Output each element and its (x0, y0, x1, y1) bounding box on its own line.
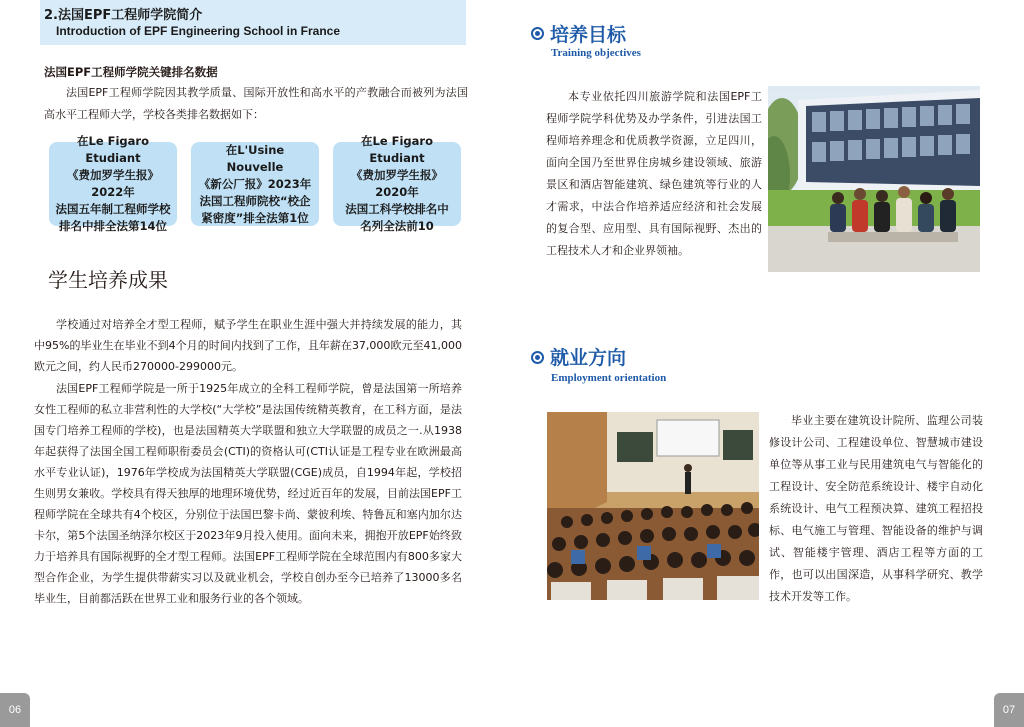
section-title-outcomes: 学生培养成果 (48, 268, 168, 292)
outcomes-paragraph-2: 法国EPF工程师学院是一所于1925年成立的全科工程师学院，曾是法国第一所培养女性工程师的私立非营利性的大学校(“大学校”是法国传统精英教育，在工科方面，是法国专门培养工程师的学校)，也是法国精英大学联盟和独立大学联盟的成员之一.从1938年起获得了法国全国工程师职衔委员会(CTI)的资格认可(CTI认证是工程专业在欧洲最高水平专业认证)，1976年学校成为法国精英大学联盟(CGE)成员，自1994年起，学校招生则男女兼收。学校具有得天独厚的地理环境优势，经过近百年的发展，目前法国EPF工程师学院在全球共有4个校区，分别位于法国巴黎卡尚、蒙彼利埃、特鲁瓦和塞内加尔达卡尔，第5个法国圣纳泽尔校区于2023年9月投入使用。面向未来，拥抱开放EPF始终致力于培养具有国际视野的全才型工程师。法国EPF工程师学院在全球范围内有800多家大型合作企业，为学生提供带薪实习以及就业机会，学校自创办至今已培养了13000多名毕业生，目前都活跃在世界工业和服务行业的各个领域。 (34, 382, 462, 605)
campus-photo (768, 86, 980, 272)
objectives-subtitle: Training objectives (551, 47, 641, 59)
objectives-text: 本专业依托四川旅游学院和法国EPF工程师学院学科优势及办学条件，引进法国工程师培养理念和优质教学资源，立足四川，面向全国乃至世界住房城乡建设领域、旅游景区和酒店智能建筑、绿色建筑等行业的人才需求，中法合作培养适应经济和社会发展的复合型、应用型、具有国际视野、杰出的工程技术人才和企业界领袖。 (546, 90, 762, 257)
right-page (512, 0, 1024, 727)
section-header-subtitle: Introduction of EPF Engineering School in France (56, 24, 341, 38)
ranking-box-usine-2023: 在L'Usine Nouvelle 《新公厂报》2023年 法国工程师院校“校企 紧密度”排全法第1位 (191, 142, 319, 226)
employment-text: 毕业主要在建筑设计院所、监理公司装修设计公司、工程建设单位、智慧城市建设单位等从事工业与民用建筑电气与智能化的工程设计、安全防范系统设计、楼宇自动化系统设计、电气工程预决算、建筑工程招投标、电气施工与管理、智能设备的维护与调试、智能楼宇管理、酒店工程等方面的工作，也可以出国深造，从事科学研究、教学技术开发等工作。 (769, 414, 983, 603)
bullet-circle-icon (531, 351, 544, 364)
outcomes-paragraph-1: 学校通过对培养全才型工程师，赋予学生在职业生涯中强大并持续发展的能力，其中95%的毕业生在毕业不到4个月的时间内找到了工作，且年薪在37,000欧元至41,000欧元之间，约人民币270000-299000元。 (34, 318, 462, 373)
section-header-band (40, 0, 466, 45)
section-header-title: 2.法国EPF工程师学院简介 (44, 8, 203, 23)
page-number-right: 07 (994, 693, 1024, 727)
ranking-intro: 法国EPF工程师学院因其教学质量、国际开放性和高水平的产教融合而被列为法国高水平工程师大学，学校各类排名数据如下： (44, 86, 468, 121)
ranking-box-figaro-2020: 在Le Figaro Etudiant 《费加罗学生报》2020年 法国工科学校排名中 名列全法前10 (333, 142, 461, 226)
employment-subtitle: Employment orientation (551, 372, 667, 384)
page-number-left: 06 (0, 693, 30, 727)
lecture-hall-photo (547, 412, 759, 600)
employment-title: 就业方向 (550, 347, 627, 369)
ranking-heading: 法国EPF工程师学院关键排名数据 (44, 65, 218, 79)
bullet-circle-icon (531, 27, 544, 40)
ranking-box-figaro-2022: 在Le Figaro Etudiant 《费加罗学生报》2022年 法国五年制工程师学校 排名中排全法第14位 (49, 142, 177, 226)
objectives-title: 培养目标 (550, 24, 627, 46)
